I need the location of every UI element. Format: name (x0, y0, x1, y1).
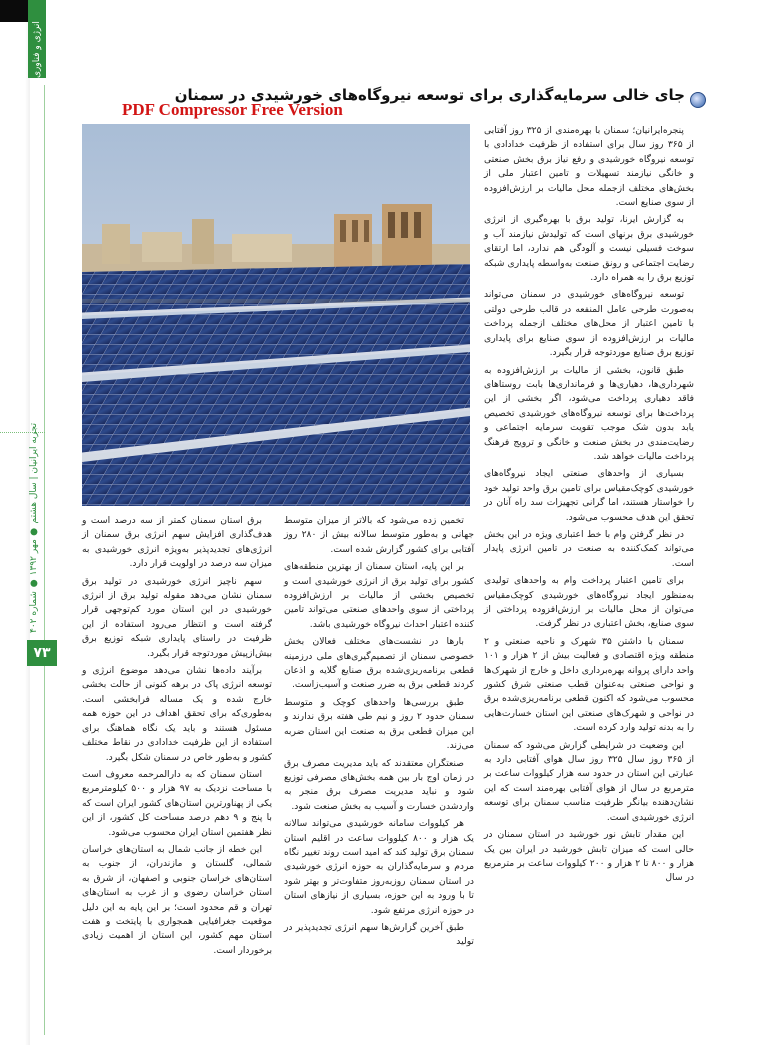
article-title: جای خالی سرمایه‌گذاری برای توسعه نیروگاه‌های خورشیدی در سمنان (174, 86, 685, 104)
paragraph: پنجره‌ایرانیان؛ سمنان با بهره‌مندی از ۳۲۵ روز آفتابی از ۳۶۵ روز سال برای استفاده از ظرفیت خدادادی با توسعه نیروگاه خورشیدی و رفع نیاز برق بخش صنعتی و خانگی نیازمند تسهیلات و تامین اعتبار ملی از بخش‌های مختلف ازجمله محل مالیات بر ارزش‌افزوده از سوی صنایع است. (484, 125, 694, 209)
title-bullet-icon (690, 92, 706, 108)
paragraph: سمنان با داشتن ۳۵ شهرک و ناحیه صنعتی و ۲ منطقه ویژه اقتصادی و فعالیت بیش از ۲ هزار و ۱۰۱ واحد دارای پروانه بهره‌برداری داخل و خارج از شهرک‌ها و نواحی صنعتی به‌عنوان قطب صنعتی شرق کشور محسوب می‌شود که اکنون قطعی برنامه‌ریزی‌شده برق در نواحی و شهرک‌های صنعتی این استان خسارت‌هایی را به بدنه تولید وارد کرده است. (484, 635, 694, 734)
paragraph: بسیاری از واحدهای صنعتی ایجاد نیروگاه‌های خورشیدی کوچک‌مقیاس برای تامین برق واحد تولید خود را خواستار هستند، اما گرانی تجهیزات سد راه آنان در تحقق این هدف محسوب می‌شود. (484, 468, 694, 523)
paragraph: در نظر گرفتن وام با خط اعتباری ویژه در این بخش می‌تواند کمک‌کننده به صنعت در تامین انرژی پایدار است. (484, 528, 694, 569)
text-column-middle (284, 514, 474, 974)
solar-panels-photo (82, 124, 470, 506)
sidebar-rule (44, 85, 45, 1035)
paragraph: به گزارش ایرنا، تولید برق با بهره‌گیری از انرژی خورشیدی برق برنهای است که تولیدش نیازمند آب و سوخت فسیلی نیست و آلودگی هم ندارد، اما ارتقای رضایت اجتماعی و رونق صنعت به‌واسطه پایداری شبکه توزیع برق را به همراه دارد. (484, 214, 694, 284)
paragraph: استان سمنان که به دارالمرحمه معروف است با مساحت نزدیک به ۹۷ هزار و ۵۰۰ کیلومترمربع یکی از پهناورترین استان‌های کشور ایران است که با پنج و ۹ دهم درصد مساحت کل کشور، از این نظر هفتمین استان ایران محسوب می‌شود. (82, 768, 272, 838)
paragraph: سهم ناچیز انرژی خورشیدی در تولید برق سمنان نشان می‌دهد مقوله تولید برق از انرژی خورشیدی در این استان مورد کم‌توجهی قرار گرفته است و انتظار می‌رود استفاده از این ظرفیت در راستای پایداری شبکه توزیع برق بیش‌ازپیش موردتوجه قرار بگیرد. (82, 575, 272, 659)
issue-line: تجربه ایرانیان | سال هشتم ● مهر ۱۳۹۲ ● شماره ۴۰۲ (29, 423, 39, 633)
paragraph: توسعه نیروگاه‌های خورشیدی در سمنان می‌تواند به‌صورت طرحی عامل المنفعه در قالب طرحی دولتی با تامین اعتبار از محل‌های مختلف ازجمله پرداخت مالیات بر ارزش‌افزوده از سوی صنایع برای پایداری توزیع برق صنایع موردتوجه قرار بگیرد. (484, 289, 694, 359)
watermark-text: PDF Compressor Free Version (122, 100, 343, 119)
paragraph: هر کیلووات سامانه خورشیدی می‌تواند سالانه یک هزار و ۸۰۰ کیلووات ساعت در اقلیم استان سمنان برق تولید کند که امید است روند تغییر نگاه مردم و سرمایه‌گذاران به حوزه انرژی خورشیدی در استان سمنان روزبه‌روز متفاوت‌تر و بهتر شود تا با ورود به این حوزه، بسیاری از نیازهای استان در حوزه انرژی مرتفع شود. (284, 818, 474, 916)
spine-corner-block (0, 0, 30, 22)
paragraph: این وضعیت در شرایطی گزارش می‌شود که سمنان از ۳۶۵ روز سال ۳۲۵ روز سال هوای آفتابی دارد به عبارتی این استان در حدود سه هزار کیلووات ساعت بر مترمربع در سال از هوای آفتابی بهره‌مند است که این نشان‌دهنده بیانگر ظرفیت مناسب سمنان برای توسعه انرژی خورشیدی است. (484, 739, 694, 823)
paragraph: بارها در نشست‌های مختلف فعالان بخش خصوصی سمنان از تصمیم‌گیری‌های ملی درزمینه قطعی برنامه‌ریزی‌شده برق صنایع گلایه و اذعان کردند قطعی برق به ضرر صنعت و آسیب‌زاست. (284, 636, 474, 691)
text-column-left (82, 514, 272, 974)
paragraph: برای تامین اعتبار پرداخت وام به واحدهای تولیدی به‌منظور ایجاد نیروگاه‌های خورشیدی کوچک‌مقیاس می‌توان از محل مالیات بر ارزش‌افزوده پرداختی از سوی صنایع، بخش اعتباری در نظر گرفت. (484, 575, 694, 630)
paragraph: بر این پایه، استان سمنان از بهترین منطقه‌های کشور برای تولید برق از انرژی خورشیدی است و تخصیص بخشی از مالیات بر ارزش‌افزوده پرداختی از سوی واحدهای صنعتی می‌تواند تامین کننده اعتبار احداث نیروگاه خورشیدی باشد. (284, 561, 474, 630)
text-column-right (484, 124, 694, 1024)
paragraph: این خطه از جانب شمال به استان‌های خراسان شمالی، گلستان و مازندران، از جنوب به استان‌های خراسان جنوبی و اصفهان، از شرق به استان خراسان رضوی و از غرب به استان‌های تهران و قم محدود است؛ بر این پایه به این دلیل موقعیت جغرافیایی همجواری با پایتخت و هفت استان مهم کشور، این استان از اهمیت زیادی برخوردار است. (82, 843, 272, 956)
paragraph: طبق بررسی‌ها واحدهای کوچک و متوسط سمنان حدود ۲ روز و نیم طی هفته برق ندارند و این میزان قطعی برق به صنعت این استان ضربه می‌زند. (284, 696, 475, 752)
paragraph: این مقدار تابش نور خورشید در استان سمنان در حالی است که میزان تابش خورشید در ایران بین یک هزار و ۸۰۰ تا ۲ هزار و ۲۰۰ کیلووات ساعت بر مترمربع در سال (484, 829, 695, 884)
section-tab-label: انرژی و فناوری (32, 21, 42, 79)
paragraph: طبق قانون، بخشی از مالیات بر ارزش‌افزوده به شهرداری‌ها، دهیاری‌ها و فرمانداری‌ها بابت روستاهای فاقد دهیاری پرداخت می‌شود، اگر بخشی از این پرداخت‌ها برای توسعه نیروگاه‌های خورشیدی تخصیص یابد بدون شک موجب تقویت سرمایه اجتماعی و رضایت‌مندی در بخش صنعت و خانگی و ترویج فرهنگ پرداخت مالیات خواهد شد. (484, 364, 694, 462)
paragraph: برآیند داده‌ها نشان می‌دهد موضوع انرژی و توسعه انرژی پاک در برهه کنونی از حالت بخشی خارج شده و یک مساله فرابخشی است. به‌طوری‌که برای تحقق اهداف در این حوزه همه مسئول هستند و باید یک نگاه هماهنگ برای استفاده از این ظرفیت خدادادی در نقاط مختلف کشور و به‌طور خاص در سمنان شکل بگیرد. (82, 665, 272, 763)
paragraph: تخمین زده می‌شود که بالاتر از میزان متوسط جهانی و به‌طور متوسط سالانه بیش از ۲۸۰ روز آفتابی برای کشور گزارش شده است. (284, 515, 475, 555)
page-number: ۷۳ (27, 640, 57, 666)
paragraph: طبق آخرین گزارش‌ها سهم انرژی تجدیدپذیر در تولید (284, 921, 474, 948)
paragraph: برق استان سمنان کمتر از سه درصد است و هدف‌گذاری افزایش سهم انرژی برق سمنان از انرژی‌های تجدیدپذیر به‌ویژه انرژی خورشیدی به میزان سه درصد در اولویت قرار دارد. (82, 515, 272, 570)
paragraph: صنعتگران معتقدند که باید مدیریت مصرف برق در زمان اوج بار بین همه بخش‌های مصرفی توزیع شود و نباید مدیریت مصرف برق منجر به واردشدن خسارت و آسیب به بخش صنعت شود. (284, 757, 474, 812)
